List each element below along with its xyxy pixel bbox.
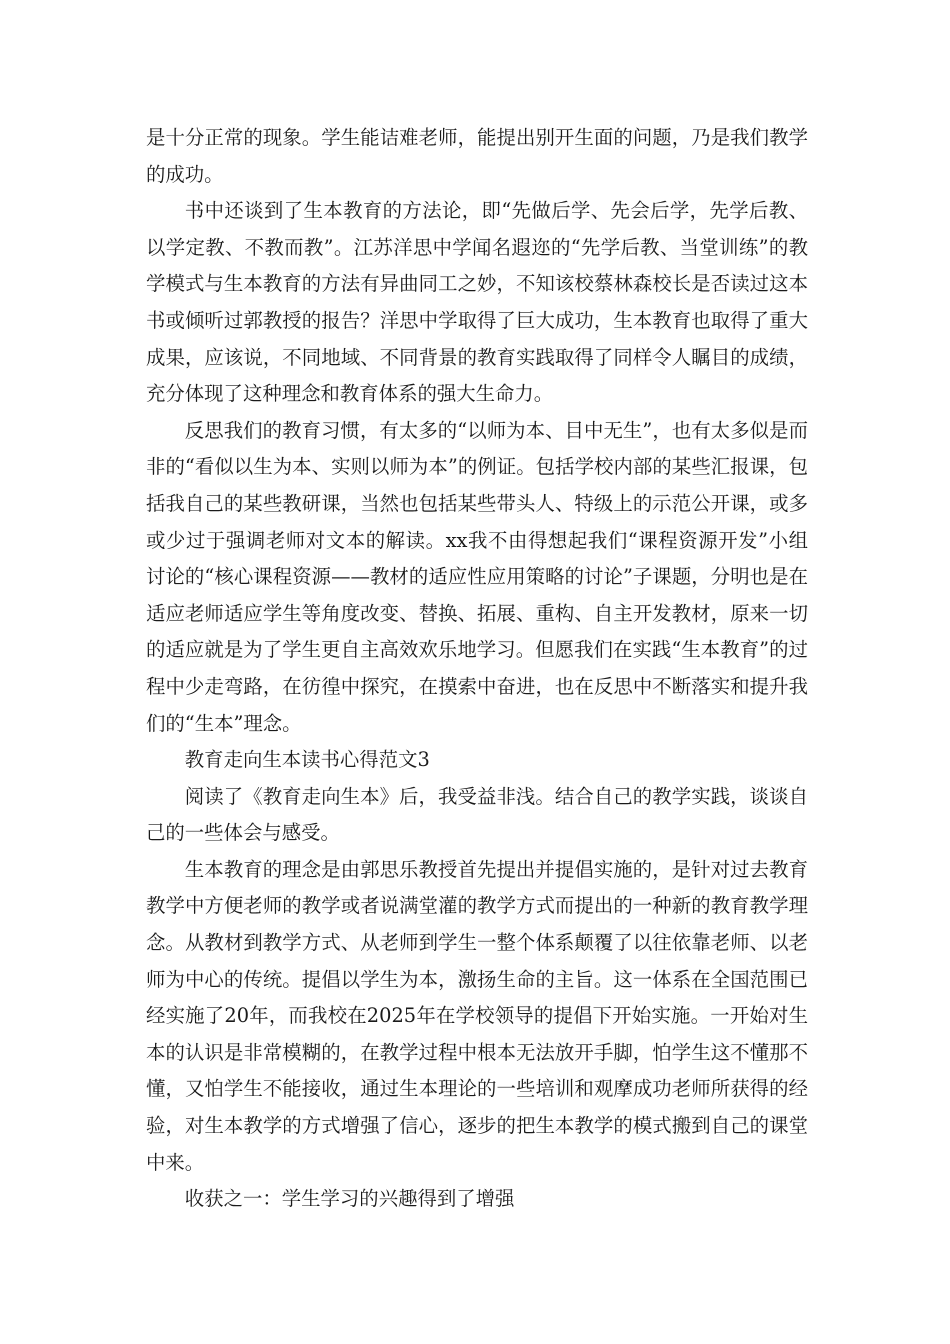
paragraph-methodology: 书中还谈到了生本教育的方法论，即“先做后学、先会后学，先学后教、以学定教、不教而教”。江苏洋思中学闻名遐迩的“先学后教、当堂训练”的教学模式与生本教育的方法有异曲同工之妙，不知该校蔡林森校长是否读过这本书或倾听过郭教授的报告？洋思中学取得了巨大成功，生本教育也取得了重大成果，应该说，不同地域、不同背景的教育实践取得了同样令人瞩目的成绩，充分体现了这种理念和教育体系的强大生命力。 — [146, 199, 808, 406]
document-body — [146, 120, 808, 1218]
paragraph-continuation: 是十分正常的现象。学生能诘难老师，能提出别开生面的问题，乃是我们教学的成功。 — [146, 126, 808, 186]
paragraph-concept: 生本教育的理念是由郭思乐教授首先提出并提倡实施的，是针对过去教育教学中方便老师的教学或者说满堂灌的教学方式而提出的一种新的教育教学理念。从教材到教学方式、从老师到学生一整个体系颠覆了以往依靠老师、以老师为中心的传统。提倡以学生为本，激扬生命的主旨。这一体系在全国范围已经实施了20年，而我校在2025年在学校领导的提倡下开始实施。一开始对生本的认识是非常模糊的，在教学过程中根本无法放开手脚，怕学生这不懂那不懂，又怕学生不能接收，通过生本理论的一些培训和观摩成功老师所获得的经验，对生本教学的方式增强了信心，逐步的把生本教学的模式搬到自己的课堂中来。 — [146, 857, 808, 1174]
section-heading: 教育走向生本读书心得范文3 — [184, 748, 430, 772]
paragraph-harvest-one: 收获之一：学生学习的兴趣得到了增强 — [184, 1187, 515, 1211]
paragraph-intro: 阅读了《教育走向生本》后，我受益非浅。结合自己的教学实践，谈谈自己的一些体会与感受。 — [146, 784, 808, 845]
paragraph-reflection: 反思我们的教育习惯，有太多的“以师为本、目中无生”，也有太多似是而非的“看似以生为本、实则以师为本”的例证。包括学校内部的某些汇报课，包括我自己的某些教研课，当然也包括某些带头人、特级上的示范公开课，或多或少过于强调老师对文本的解读。xx我不由得想起我们“课程资源开发”小组讨论的“核心课程资源——教材的适应性应用策略的讨论”子课题，分明也是在适应老师适应学生等角度改变、替换、拓展、重构、自主开发教材，原来一切的适应就是为了学生更自主高效欢乐地学习。但愿我们在实践“生本教育”的过程中少走弯路，在彷徨中探究，在摸索中奋进，也在反思中不断落实和提升我们的“生本”理念。 — [146, 418, 808, 735]
